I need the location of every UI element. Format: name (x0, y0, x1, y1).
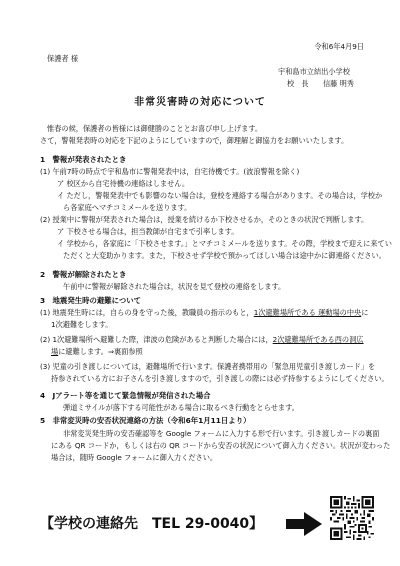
s3-item-1 (40, 308, 368, 317)
s1-item-2b-cont: ただくと大変助かります。また，下校させず学校で預かってほしい場合は途中かに御連絡ください。 (63, 251, 386, 260)
s3-item-1-text: (1) 地震発生時には，自らの身を守った後，教職員の指示のもと， (40, 308, 254, 317)
s3-item-2 (40, 335, 364, 344)
section-4-heading: 4 Jアラート等を通じて緊急情報が発信された場合 (40, 391, 211, 400)
s5-line-3: 場合は，随時 Google フォームに御入力ください。 (51, 453, 218, 462)
school-name: 宇和島市立結出小学校 (278, 67, 350, 76)
s3-item-2-ref: に避難します。⇒裏面参照 (58, 347, 143, 356)
s3-item-2-text: (2) 1次避難場所へ避難した際，津波の危険があると判断した場合には， (40, 335, 273, 344)
intro-line-1: 惟春の候，保護者の皆様には御健勝のこととお喜び申し上げます。 (47, 124, 263, 133)
s1-item-2: (2) 授業中に警報が発表された場合は，授業を続けるか下校させるか，そのときの状況で判断します。 (40, 215, 369, 224)
s4-text: 弾道ミサイルが落下する可能性がある場合に取るべき行動をとらせます。 (63, 403, 299, 412)
intro-line-2: さて，警報発表時の対応を下記のようにしていますので，御理解と御協力をお願いいたします。 (40, 136, 349, 145)
date: 令和6年4月9日 (314, 42, 364, 51)
principal-name: 校 長 信藤 明秀 (287, 79, 354, 88)
s2-text: 午前中に警報が解除された場合は，状況を見て登校の連絡をします。 (63, 282, 286, 291)
s3-item-3-cont: 持参されている方にお子さんを引き渡しますので，引き渡しの際には必ず持参するようにしてください。 (51, 374, 389, 383)
s5-line-2: にある QR コードか，もしくは右の QR コードから安否の状況について御入力ください。状況が変わった (51, 441, 391, 450)
secondary-site-suffix: 場 (51, 347, 59, 356)
qr-code[interactable] (330, 496, 374, 540)
s1-item-1: (1) 午前7時の時点で宇和島市に警報発表中は，自宅待機です。(波浪警報を除く) (40, 167, 300, 176)
s3-item-1-particle: に (361, 308, 369, 317)
s3-item-1-cont: 1次避難をします。 (51, 320, 113, 329)
s5-line-1: 非常変災発生時の安否確認等を Google フォームに入力する形で行います。引き渡しカードの裏面 (63, 429, 380, 438)
primary-evacuation-site: 1次避難場所である 運動場の中央 (253, 308, 362, 317)
addressee: 保護者 様 (47, 54, 79, 63)
page-title: 非常災害時の対応について (134, 97, 266, 108)
section-1-heading: 1 警報が発表されたとき (40, 155, 127, 164)
s1-item-1b: イ ただし，警報発表中でも影響のない場合は，登校を連絡する場合があります。その場合は，学校か (57, 191, 383, 200)
s1-item-1a: ア 校区から自宅待機の連絡はしません。 (57, 179, 190, 188)
s3-item-2-cont (51, 347, 143, 356)
arrow-right-icon (286, 512, 322, 536)
section-3-heading: 3 地震発生時の避難について (40, 296, 142, 305)
s1-item-2a: ア 下校させる場合は，担当教師が自宅まで引率します。 (57, 227, 239, 236)
s3-item-3: (3) 児童の引き渡しについては，避難場所で行います。保護者携帯用の「緊急用児童引き渡しカード」を (40, 362, 376, 371)
section-2-heading: 2 警報が解除されたとき (40, 270, 127, 279)
school-contact: 【学校の連絡先 TEL 29-0040】 (40, 516, 264, 532)
s1-item-2b: イ 学校から，各家庭に「下校させます。」とマチコミメールを送ります。その際，学校まで迎えに来てい (57, 239, 392, 248)
section-5-heading: 5 非常変災時の安否状況連絡の方法（令和6年1月11日より） (40, 416, 251, 425)
secondary-evacuation-site: 2次避難場所である西の洞広 (272, 335, 364, 344)
s1-item-1b-cont: ら各家庭へマチコミメールを送ります。 (63, 203, 192, 212)
